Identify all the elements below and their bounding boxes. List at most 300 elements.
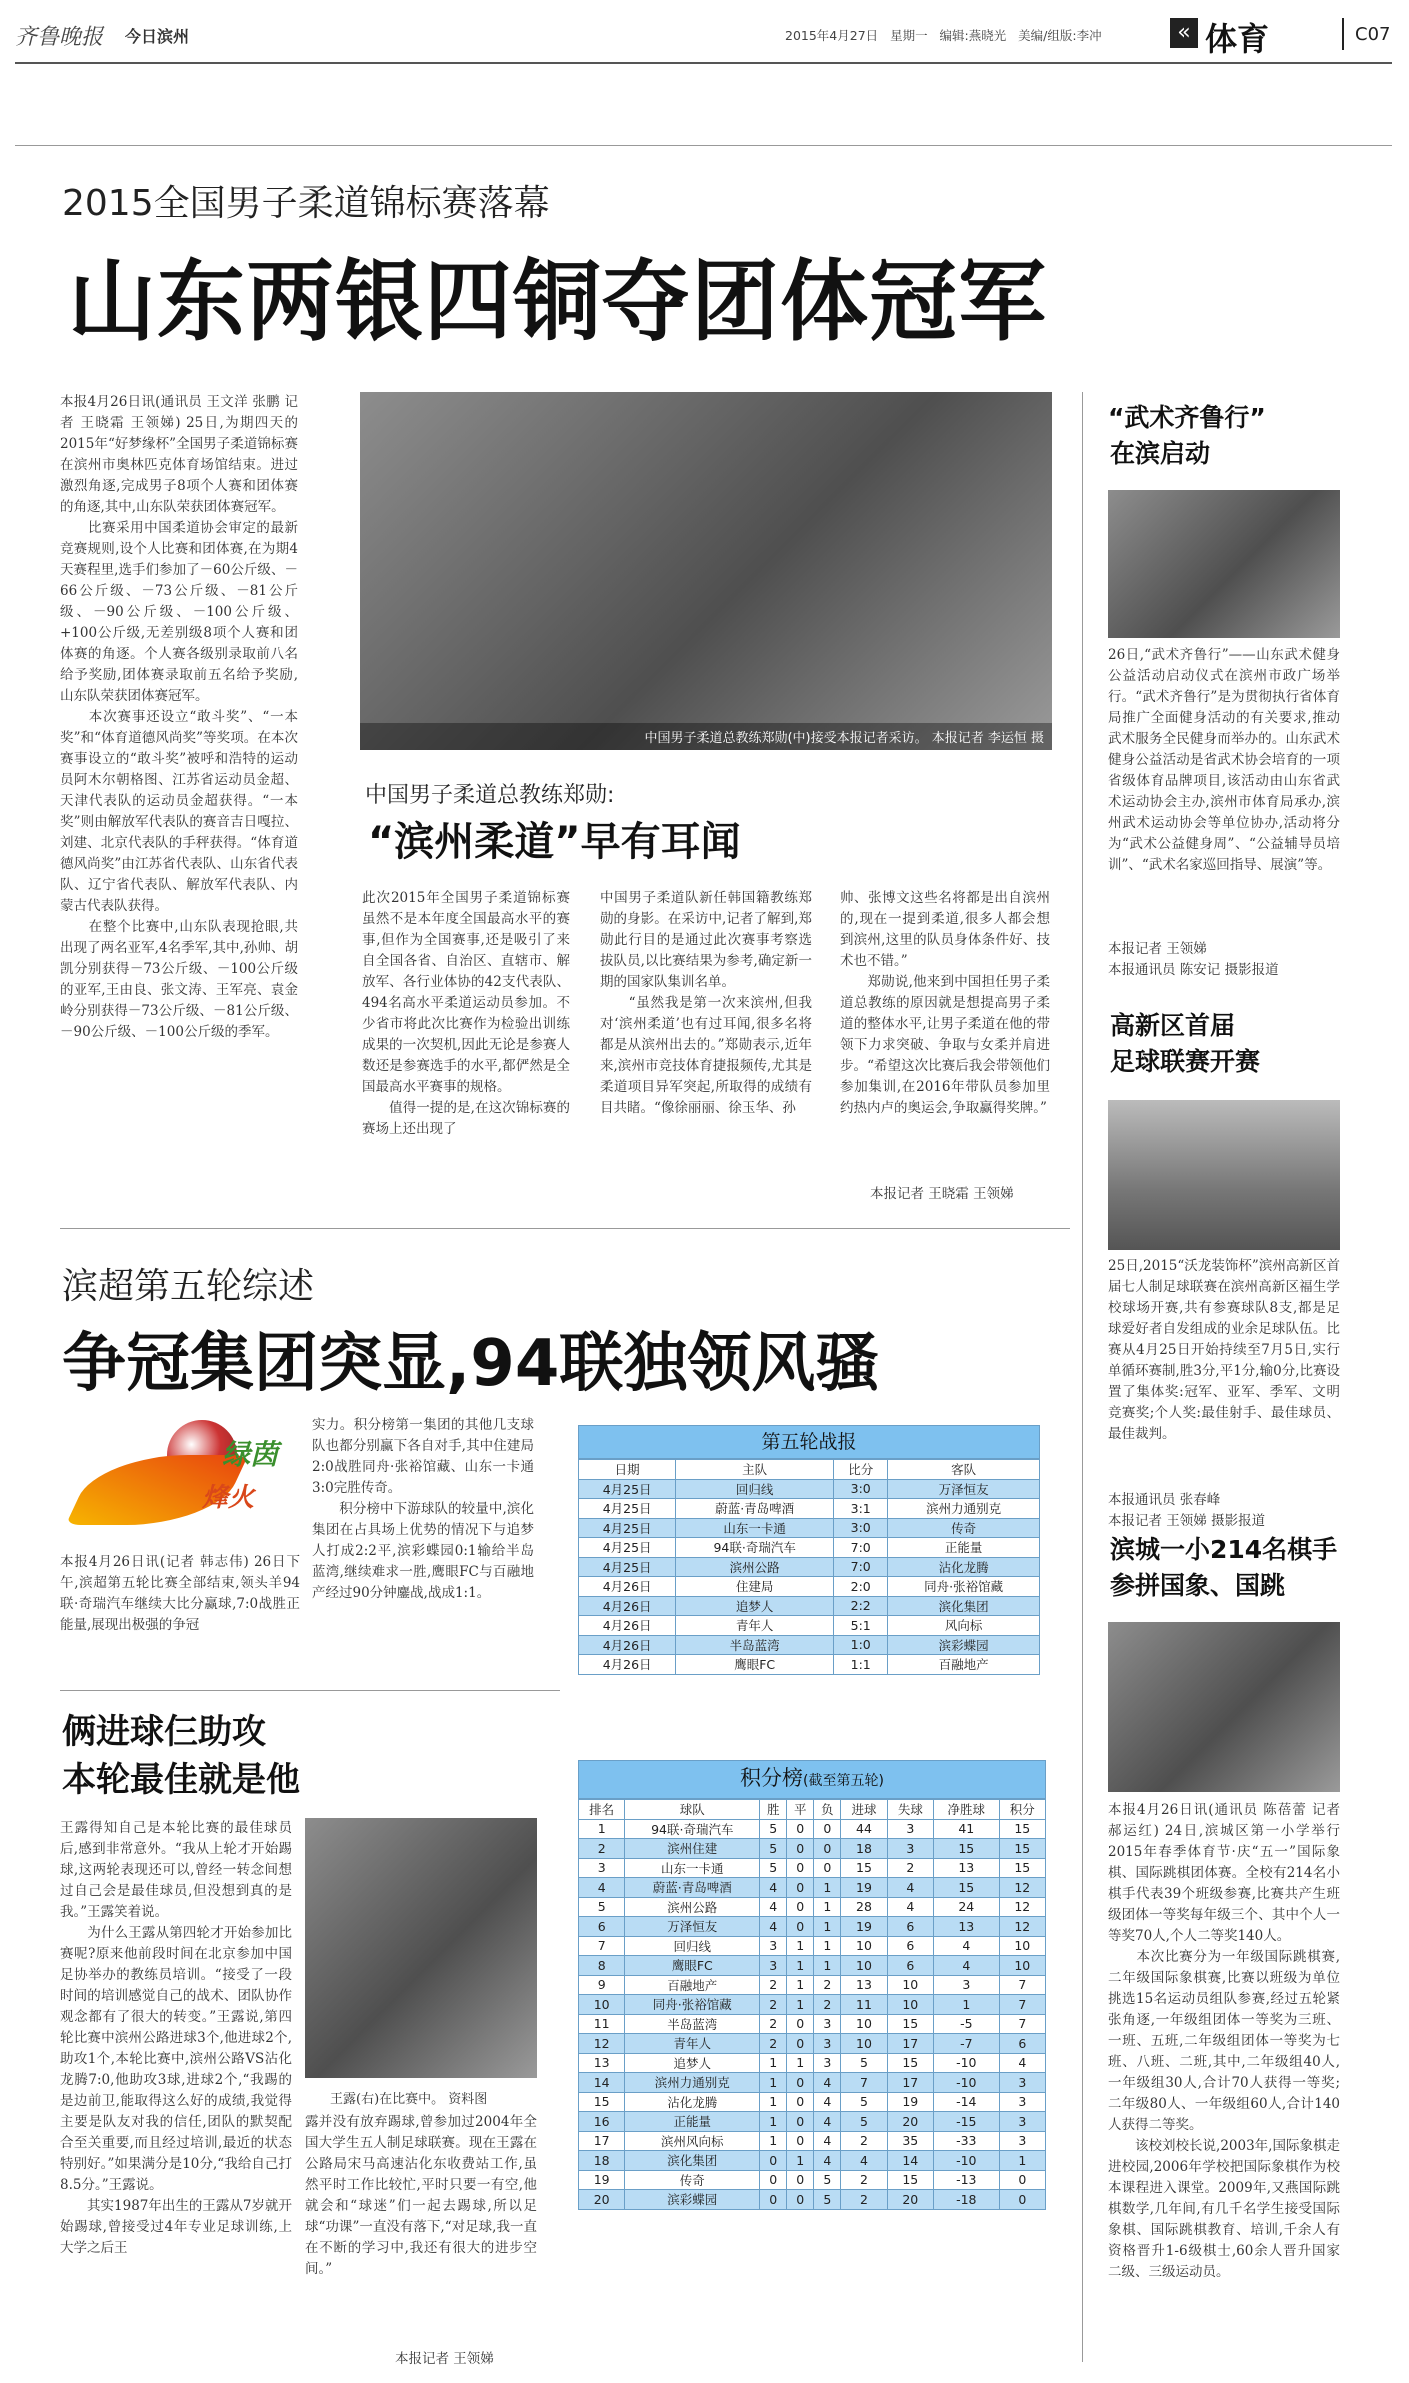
results-cell: 蔚蓝·青岛啤酒 (676, 1499, 834, 1519)
standings-row (579, 1956, 1046, 1976)
standings-cell: 13 (579, 2053, 625, 2073)
results-row (579, 1577, 1040, 1597)
standings-cell: -10 (933, 2053, 999, 2073)
standings-cell: 12 (999, 1897, 1045, 1917)
results-cell: 94联·奇瑞汽车 (676, 1538, 834, 1558)
results-cell: 正能量 (888, 1538, 1040, 1558)
results-cell: 1:0 (834, 1635, 888, 1655)
standings-row (579, 2170, 1046, 2190)
results-row (579, 1499, 1040, 1519)
standings-cell: 2 (841, 2131, 887, 2151)
standings-cell: 18 (841, 1839, 887, 1859)
results-cell: 4月26日 (579, 1616, 676, 1636)
standings-row (579, 1995, 1046, 2015)
interview-col-3: 帅、张博文这些名将都是出自滨州的,现在一提到柔道,很多人都会想到滨州,这里的队员身体条件好、技术也不错。” 郑勋说,他来到中国担任男子柔道总教练的原因就是想提高男子柔道的整体水平,让男子柔道在他的带领下力求突破、争取与女柔并肩进步。“希望这次比赛后我会带领他们参加集训,在2016年带队员参加里约热内卢的奥运会,争取赢得奖牌。” (840, 890, 1050, 1116)
standings-cell: 沾化龙腾 (625, 2092, 760, 2112)
standings-cell: 17 (887, 2034, 933, 2054)
standings-row (579, 2034, 1046, 2054)
standings-row (579, 1839, 1046, 1859)
standings-title-bar (578, 1760, 1046, 1799)
results-cell: 4月25日 (579, 1557, 676, 1577)
standings-cell: 1 (933, 1995, 999, 2015)
standings-cell: 滨州力通别克 (625, 2073, 760, 2093)
results-cell: 4月26日 (579, 1635, 676, 1655)
standings-cell: 28 (841, 1897, 887, 1917)
standings-cell: 7 (999, 1995, 1045, 2015)
standings-cell: 5 (760, 1819, 787, 1839)
standings-cell: 20 (887, 2190, 933, 2210)
standings-cell: 1 (760, 2112, 787, 2132)
standings-cell: 0 (999, 2170, 1045, 2190)
lead-kicker: 2015全国男子柔道锦标赛落幕 (62, 183, 550, 224)
standings-cell: 0 (787, 1897, 814, 1917)
wushu-title-1: “武术齐鲁行” (1108, 403, 1266, 432)
results-cell: 4月25日 (579, 1499, 676, 1519)
results-cell: 青年人 (676, 1616, 834, 1636)
standings-cell: 10 (841, 2034, 887, 2054)
standings-row (579, 1819, 1046, 1839)
standings-cell: 19 (579, 2170, 625, 2190)
results-row (579, 1635, 1040, 1655)
results-row (579, 1479, 1040, 1499)
results-row (579, 1557, 1040, 1577)
standings-cell: 0 (787, 1878, 814, 1898)
standings-cell: 0 (787, 2112, 814, 2132)
standings-cell: 4 (760, 1897, 787, 1917)
results-cell: 1:1 (834, 1655, 888, 1675)
standings-header: 平 (787, 1800, 814, 1820)
standings-row (579, 1858, 1046, 1878)
interview-byline: 本报记者 王晓霜 王领娣 (870, 1186, 1014, 1202)
football-logo (72, 1415, 302, 1535)
standings-cell: 11 (841, 1995, 887, 2015)
standings-cell: 3 (760, 1936, 787, 1956)
player-col-1: 王露得知自己是本轮比赛的最佳球员后,感到非常意外。“我从上轮才开始踢球,这两轮表现还可以,曾经一转念间想过自己会是最佳球员,但没想到真的是我。”王露笑着说。 为什么王露从第四轮才开始参加比赛呢?原来他前段时间在北京参加中国足协举办的教练员培训。“接受了一段时间的培训感觉自己的战术、团队协作观念都有了很大的转变。”王露说,第四轮比赛中滨州公路进球3个,他进球2个,助攻1个,本轮比赛中,滨州公路VS沾化龙腾7:0,他助攻3球,进球2个,“我踢的是边前卫,能取得这么好的成绩,我觉得主要是队友对我的信任,团队的默契配合至关重要,而且经过培训,最近的状态特别好。”如果满分是10分,“我给自己打8.5分。”王露说。 其实1987年出生的王露从7岁就开始踢球,曾接受过4年专业足球训练,上大学之后王 (60, 1820, 292, 2256)
results-cell: 回归线 (676, 1479, 834, 1499)
standings-cell: 滨化集团 (625, 2151, 760, 2171)
standings-cell: 4 (933, 1936, 999, 1956)
standings-cell: 1 (814, 1936, 841, 1956)
standings-cell: 18 (579, 2151, 625, 2171)
chess-body: 本报4月26日讯(通讯员 陈蓓蕾 记者 郝运红) 24日,滨城区第一小学举行2015年春季体育节·庆“五一”国际象棋、国际跳棋团体赛。全校有214名小棋手代表39个班级参赛,比赛共产生班级团体一等奖每年级三个、其中个人一等奖70人,个人二等奖140人。 本次比赛分为一年级国际跳棋赛,二年级国际象棋赛,比赛以班级为单位挑选15名运动员组队参赛,经过五轮紧张角逐,一年级组团体一等奖为三班、一班、五班,二年级组团体一等奖为七班、八班、二班,其中,二年级组40人,一年级组30人,合计70人获得一等奖;二年级80人、一年级组60人,合计140人获得二等奖。 该校刘校长说,2003年,国际象棋走进校园,2006年学校把国际象棋作为校本课程进入课堂。2009年,又燕国际跳棋数学,几年间,有几千名学生接受国际象棋、国际跳棋教育、培训,千余人有资格晋升1-6级棋士,60余人晋升国家二级、三级运动员。 (1108, 1802, 1340, 2280)
standings-cell: 4 (999, 2053, 1045, 2073)
football-body-2: 实力。积分榜第一集团的其他几支球队也都分别赢下各自对手,其中住建局2:0战胜同舟·张裕馆藏、山东一卡通3:0完胜传奇。 积分榜中下游球队的较量中,滨化集团在占具场上优势的情况下与追梦人打成2:2平,滨彩蝶园0:1输给半岛蓝湾,继续难求一胜,鹰眼FC与百融地产经过90分钟鏖战,战成1:1。 (312, 1417, 534, 1601)
standings-row (579, 2190, 1046, 2210)
chess-title-1: 滨城一小214名棋手 (1110, 1535, 1338, 1564)
chess-title-2: 参拼国象、国跳 (1110, 1571, 1286, 1600)
standings-cell: 15 (887, 2170, 933, 2190)
standings-cell: 15 (999, 1839, 1045, 1859)
standings-cell: 15 (999, 1858, 1045, 1878)
standings-header: 净胜球 (933, 1800, 999, 1820)
standings-cell: 4 (814, 2073, 841, 2093)
standings-cell: 4 (814, 2151, 841, 2171)
results-cell: 风向标 (888, 1616, 1040, 1636)
results-cell: 4月25日 (579, 1518, 676, 1538)
standings-cell: 5 (841, 2092, 887, 2112)
standings-cell: 24 (933, 1897, 999, 1917)
standings-cell: 1 (760, 2092, 787, 2112)
standings-cell: 滨州公路 (625, 1897, 760, 1917)
standings-cell: 百融地产 (625, 1975, 760, 1995)
standings-cell: 4 (814, 2092, 841, 2112)
standings-cell: 4 (760, 1917, 787, 1937)
standings-cell: -15 (933, 2112, 999, 2132)
standings-cell: 10 (999, 1936, 1045, 1956)
standings-cell: 94联·奇瑞汽车 (625, 1819, 760, 1839)
standings-row (579, 2151, 1046, 2171)
results-cell: 传奇 (888, 1518, 1040, 1538)
results-cell: 鹰眼FC (676, 1655, 834, 1675)
standings-cell: 2 (760, 1995, 787, 2015)
standings-cell: 5 (760, 1858, 787, 1878)
results-cell: 万泽恒友 (888, 1479, 1040, 1499)
masthead (15, 14, 1409, 58)
standings-cell: 3 (579, 1858, 625, 1878)
standings-panel (578, 1760, 1046, 2210)
lead-photo (360, 392, 1052, 750)
interview-headline: “滨州柔道”早有耳闻 (368, 819, 741, 865)
standings-cell: -10 (933, 2151, 999, 2171)
wushu-byline-2: 本报通讯员 陈安记 摄影报道 (1108, 962, 1279, 978)
logo-top-text: 绿茵 (222, 1438, 279, 1471)
standings-cell: 0 (787, 2034, 814, 2054)
results-cell: 百融地产 (888, 1655, 1040, 1675)
results-row (579, 1596, 1040, 1616)
soccer-title-2: 足球联赛开赛 (1110, 1047, 1261, 1076)
wushu-photo (1108, 490, 1340, 638)
standings-cell: 1 (760, 2053, 787, 2073)
football-body: 本报4月26日讯(记者 韩志伟) 26日下午,滨超第五轮比赛全部结束,领头羊94联·奇瑞汽车继续大比分赢球,7:0战胜正能量,展现出极强的争冠 (60, 1554, 300, 1633)
standings-cell: 16 (579, 2112, 625, 2132)
standings-cell: 0 (814, 1819, 841, 1839)
standings-cell: 3 (814, 2034, 841, 2054)
standings-cell: 20 (579, 2190, 625, 2210)
standings-cell: 5 (814, 2170, 841, 2190)
standings-cell: 7 (579, 1936, 625, 1956)
standings-cell: 10 (841, 1936, 887, 1956)
standings-row (579, 2014, 1046, 2034)
standings-cell: 13 (933, 1858, 999, 1878)
standings-cell: 4 (933, 1956, 999, 1976)
results-cell: 住建局 (676, 1577, 834, 1597)
standings-cell: 1 (787, 1975, 814, 1995)
results-cell: 4月25日 (579, 1538, 676, 1558)
standings-cell: 10 (841, 2014, 887, 2034)
standings-header: 进球 (841, 1800, 887, 1820)
standings-cell: 0 (760, 2190, 787, 2210)
standings-cell: 15 (933, 1878, 999, 1898)
standings-cell: 0 (814, 1839, 841, 1859)
standings-cell: 3 (999, 2131, 1045, 2151)
standings-cell: -33 (933, 2131, 999, 2151)
standings-cell: 2 (760, 2014, 787, 2034)
standings-cell: 5 (814, 2190, 841, 2210)
interview-col-1: 此次2015年全国男子柔道锦标赛虽然不是本年度全国最高水平的赛事,但作为全国赛事,还是吸引了来自全国各省、自治区、直辖市、解放军、各行业体协的42支代表队、494名高水平柔道运动员参加。不少省市将此次比赛作为检验出训练成果的一次契机,因此无论是参赛人数还是参赛选手的水平,都俨然是全国最高水平赛事的规格。 值得一提的是,在这次锦标赛的赛场上还出现了 (362, 890, 570, 1137)
standings-cell: 0 (787, 2014, 814, 2034)
football-kicker: 滨超第五轮综述 (62, 1266, 315, 1307)
results-row (579, 1518, 1040, 1538)
results-cell: 滨州力通别克 (888, 1499, 1040, 1519)
standings-cell: 2 (760, 1975, 787, 1995)
standings-cell: 回归线 (625, 1936, 760, 1956)
standings-cell: 1 (999, 2151, 1045, 2171)
standings-row (579, 2092, 1046, 2112)
standings-cell: 4 (814, 2112, 841, 2132)
standings-cell: 0 (787, 2073, 814, 2093)
standings-cell: 5 (841, 2112, 887, 2132)
results-title: 第五轮战报 (578, 1425, 1040, 1459)
results-cell: 山东一卡通 (676, 1518, 834, 1538)
standings-cell: 44 (841, 1819, 887, 1839)
standings-cell: 同舟·张裕馆藏 (625, 1995, 760, 2015)
results-cell: 半岛蓝湾 (676, 1635, 834, 1655)
standings-cell: 0 (814, 1858, 841, 1878)
standings-header: 排名 (579, 1800, 625, 1820)
standings-row (579, 1897, 1046, 1917)
standings-cell: 0 (787, 2190, 814, 2210)
standings-cell: 12 (999, 1917, 1045, 1937)
standings-cell: 正能量 (625, 2112, 760, 2132)
standings-cell: 10 (887, 1975, 933, 1995)
standings-header: 球队 (625, 1800, 760, 1820)
standings-header: 负 (814, 1800, 841, 1820)
standings-cell: 5 (579, 1897, 625, 1917)
standings-cell: 1 (579, 1819, 625, 1839)
standings-cell: -13 (933, 2170, 999, 2190)
standings-cell: 万泽恒友 (625, 1917, 760, 1937)
standings-cell: 4 (841, 2151, 887, 2171)
standings-cell: 12 (999, 1878, 1045, 1898)
standings-cell: -7 (933, 2034, 999, 2054)
standings-cell: 13 (933, 1917, 999, 1937)
standings-cell: 19 (841, 1917, 887, 1937)
wushu-body: 26日,“武术齐鲁行”——山东武术健身公益活动启动仪式在滨州市政广场举行。“武术齐鲁行”是为贯彻执行省体育局推广全面健身活动的有关要求,推动武术服务全民健身而举办的。山东武术健身公益活动是省武术协会培育的一项省级体育品牌项目,该活动由山东省武术运动协会主办,滨州市体育局承办,滨州武术运动协会等单位协办,活动将分为“武术公益健身周”、“公益辅导员培训”、“武术名家巡回指导、展演”等。 (1108, 647, 1340, 873)
results-cell: 3:0 (834, 1518, 888, 1538)
standings-cell: 滨州住建 (625, 1839, 760, 1859)
standings-cell: 1 (787, 1995, 814, 2015)
standings-cell: 2 (814, 1975, 841, 1995)
results-cell: 2:0 (834, 1577, 888, 1597)
standings-row (579, 2131, 1046, 2151)
standings-cell: 4 (760, 1878, 787, 1898)
standings-cell: 2 (841, 2190, 887, 2210)
results-cell: 7:0 (834, 1538, 888, 1558)
results-header: 比分 (834, 1460, 888, 1480)
standings-subtitle: (截至第五轮) (803, 1773, 884, 1789)
standings-cell: 1 (760, 2131, 787, 2151)
soccer-body: 25日,2015“沃龙装饰杯”滨州高新区首届七人制足球联赛在滨州高新区福生学校球场开赛,共有参赛球队8支,都是足球爱好者自发组成的业余足球队伍。比赛从4月25日开始持续至7月5日,实行单循环赛制,胜3分,平1分,输0分,比赛设置了集体奖:冠军、亚军、季军、文明竞赛奖;个人奖:最佳射手、最佳球员、最佳裁判。 (1108, 1258, 1340, 1442)
soccer-title-1: 高新区首届 (1110, 1011, 1236, 1040)
results-row (579, 1538, 1040, 1558)
standings-cell: 5 (841, 2053, 887, 2073)
section-city: 今日滨州 (125, 27, 190, 46)
standings-cell: 11 (579, 2014, 625, 2034)
standings-cell: 17 (887, 2073, 933, 2093)
standings-cell: 3 (814, 2014, 841, 2034)
standings-cell: 4 (814, 2131, 841, 2151)
standings-cell: 山东一卡通 (625, 1858, 760, 1878)
chess-photo (1108, 1622, 1340, 1792)
football-headline: 争冠集团突显,94联独领风骚 (62, 1327, 880, 1401)
standings-cell: 14 (579, 2073, 625, 2093)
standings-cell: 1 (787, 1956, 814, 1976)
standings-cell: 15 (999, 1819, 1045, 1839)
standings-cell: 0 (999, 2190, 1045, 2210)
player-headline-1: 俩进球仨助攻 (62, 1712, 266, 1752)
standings-cell: 3 (760, 1956, 787, 1976)
lead-headline: 山东两银四铜夺团体冠军 (68, 250, 1048, 353)
standings-cell: 6 (579, 1917, 625, 1937)
standings-cell: 19 (887, 2092, 933, 2112)
standings-cell: 滨彩蝶园 (625, 2190, 760, 2210)
standings-title: 积分榜 (740, 1766, 804, 1790)
results-header: 主队 (676, 1460, 834, 1480)
standings-cell: 17 (579, 2131, 625, 2151)
standings-cell: 15 (841, 1858, 887, 1878)
results-header: 日期 (579, 1460, 676, 1480)
standings-cell: 35 (887, 2131, 933, 2151)
results-header: 客队 (888, 1460, 1040, 1480)
standings-cell: 半岛蓝湾 (625, 2014, 760, 2034)
section-rule (60, 1228, 1070, 1229)
standings-cell: -10 (933, 2073, 999, 2093)
results-cell: 4月25日 (579, 1479, 676, 1499)
player-photo (305, 1818, 537, 2078)
wushu-byline-1: 本报记者 王领娣 (1108, 941, 1207, 957)
player-col-2: 露并没有放弃踢球,曾参加过2004年全国大学生五人制足球联赛。现在王露在公路局宋马高速沾化东收费站工作,虽然平时工作比较忙,平时只要一有空,他就会和“球迷”们一起去踢球,所以足球“功课”一直没有落下,“对足球,我一直在不断的学习中,我还有很大的进步空间。” (305, 2114, 537, 2277)
player-byline: 本报记者 王领娣 (395, 2351, 494, 2367)
standings-cell: 1 (814, 1917, 841, 1937)
standings-cell: 10 (579, 1995, 625, 2015)
results-cell: 追梦人 (676, 1596, 834, 1616)
standings-cell: 0 (787, 1819, 814, 1839)
wushu-title-2: 在滨启动 (1110, 439, 1211, 468)
standings-cell: 1 (814, 1878, 841, 1898)
standings-cell: 3 (814, 2053, 841, 2073)
results-panel (578, 1425, 1040, 1675)
column-rule (1082, 392, 1083, 2362)
standings-header: 胜 (760, 1800, 787, 1820)
standings-cell: 12 (579, 2034, 625, 2054)
standings-cell: 19 (841, 1878, 887, 1898)
results-cell: 4月26日 (579, 1596, 676, 1616)
standings-cell: 7 (841, 2073, 887, 2093)
standings-cell: 3 (999, 2112, 1045, 2132)
interview-col-2: 中国男子柔道队新任韩国籍教练郑勋的身影。在采访中,记者了解到,郑勋此行目的是通过此次赛事考察选拔队员,以比赛结果为参考,确定新一期的国家队集训名单。 “虽然我是第一次来滨州,但我对‘滨州柔道’也有过耳闻,很多名将都是从滨州出去的。”郑勋表示,近年来,滨州市竞技体育捷报频传,尤其是柔道项目异军突起,所取得的成绩有目共睹。“像徐丽丽、徐玉华、孙 (600, 890, 812, 1116)
standings-cell: 0 (787, 2170, 814, 2190)
standings-cell: 10 (887, 1995, 933, 2015)
standings-cell: 1 (787, 2151, 814, 2171)
standings-cell: 0 (787, 2131, 814, 2151)
results-cell: 3:0 (834, 1479, 888, 1499)
header-rule (15, 62, 1392, 64)
soccer-byline-2: 本报记者 王领娣 摄影报道 (1108, 1513, 1266, 1529)
standings-cell: 8 (579, 1956, 625, 1976)
standings-cell: 传奇 (625, 2170, 760, 2190)
standings-cell: 6 (887, 1956, 933, 1976)
results-cell: 滨彩蝶园 (888, 1635, 1040, 1655)
results-cell: 4月26日 (579, 1577, 676, 1597)
section-label: 体育 (1205, 20, 1270, 58)
standings-cell: 4 (579, 1878, 625, 1898)
standings-cell: 7 (999, 1975, 1045, 1995)
standings-cell: 青年人 (625, 2034, 760, 2054)
standings-cell: 1 (760, 2073, 787, 2093)
lead-body: 本报4月26日讯(通讯员 王文洋 张鹏 记者 王晓霜 王领娣) 25日,为期四天的2015年“好梦缘杯”全国男子柔道锦标赛在滨州市奥林匹克体育场馆结束。进过激烈角逐,完成男子8项个人赛和团体赛的角逐,其中,山东队荣获团体赛冠军。 比赛采用中国柔道协会审定的最新竞赛规则,设个人比赛和团体赛,在为期4天赛程里,选手们参加了－60公斤级、－66公斤级、－73公斤级、－81公斤级、－90公斤级、－100公斤级、+100公斤级,无差别级8项个人赛和团体赛的角逐。个人赛各级别录取前八名给予奖励,团体赛录取前五名给予奖励,山东队荣获团体赛冠军。 本次赛事还设立“敢斗奖”、“一本奖”和“体育道德风尚奖”等奖项。在本次赛事设立的“敢斗奖”被呼和浩特的运动员阿木尔朝格图、江苏省运动员金超、天津代表队的运动员金超获得。“一本奖”则由解放军代表队的赛音吉日嘎拉、刘建、北京代表队的手秤获得。“体育道德风尚奖”由江苏省代表队、山东省代表队、辽宁省代表队、解放军代表队、内蒙古代表队获得。 在整个比赛中,山东队表现抢眼,共出现了两名亚军,4名季军,其中,孙帅、胡凯分别获得－73公斤级、－100公斤级的亚军,王由良、张文涛、王军亮、袁金岭分别获得－73公斤级、－81公斤级、－90公斤级、－100公斤级的季军。 (60, 394, 298, 1040)
standings-cell: 15 (887, 2014, 933, 2034)
standings-cell: 3 (887, 1839, 933, 1859)
standings-cell: 15 (579, 2092, 625, 2112)
standings-row (579, 2112, 1046, 2132)
results-row (579, 1655, 1040, 1675)
standings-row (579, 1975, 1046, 1995)
interview-kicker: 中国男子柔道总教练郑勋: (365, 783, 615, 808)
standings-cell: 0 (787, 1917, 814, 1937)
standings-cell: 1 (814, 1897, 841, 1917)
standings-table (578, 1799, 1046, 2210)
standings-cell: 2 (814, 1995, 841, 2015)
logo-bottom-text: 烽火 (202, 1483, 255, 1513)
results-table (578, 1459, 1040, 1675)
standings-cell: -14 (933, 2092, 999, 2112)
standings-cell: 0 (787, 1858, 814, 1878)
standings-cell: 2 (887, 1858, 933, 1878)
results-cell: 滨化集团 (888, 1596, 1040, 1616)
standings-cell: 15 (887, 2053, 933, 2073)
results-cell: 3:1 (834, 1499, 888, 1519)
standings-cell: 1 (787, 1936, 814, 1956)
standings-cell: 13 (841, 1975, 887, 1995)
standings-row (579, 1917, 1046, 1937)
standings-cell: 0 (787, 1839, 814, 1859)
player-rule (60, 1690, 560, 1691)
results-cell: 沾化龙腾 (888, 1557, 1040, 1577)
standings-cell: 4 (887, 1878, 933, 1898)
standings-cell: 0 (787, 2092, 814, 2112)
standings-cell: 5 (760, 1839, 787, 1859)
standings-cell: 3 (999, 2092, 1045, 2112)
standings-cell: 14 (887, 2151, 933, 2171)
section-chevron-icon: « (1170, 18, 1198, 48)
standings-cell: 3 (999, 2073, 1045, 2093)
issue-meta: 2015年4月27日 星期一 编辑:燕晓光 美编/组版:李冲 (785, 28, 1102, 43)
results-row (579, 1616, 1040, 1636)
standings-row (579, 2053, 1046, 2073)
standings-cell: 追梦人 (625, 2053, 760, 2073)
standings-row (579, 1936, 1046, 1956)
standings-cell: 0 (760, 2151, 787, 2171)
standings-row (579, 1878, 1046, 1898)
standings-cell: 滨州风向标 (625, 2131, 760, 2151)
standings-cell: 20 (887, 2112, 933, 2132)
soccer-byline-1: 本报通讯员 张春峰 (1108, 1492, 1221, 1508)
standings-cell: 3 (887, 1819, 933, 1839)
standings-row (579, 2073, 1046, 2093)
standings-cell: 6 (887, 1936, 933, 1956)
standings-cell: 1 (814, 1956, 841, 1976)
standings-cell: 2 (760, 2034, 787, 2054)
standings-cell: 7 (999, 2014, 1045, 2034)
results-cell: 滨州公路 (676, 1557, 834, 1577)
standings-cell: 蔚蓝·青岛啤酒 (625, 1878, 760, 1898)
standings-cell: 10 (999, 1956, 1045, 1976)
standings-cell: 2 (579, 1839, 625, 1859)
standings-cell: 6 (999, 2034, 1045, 2054)
soccer-photo (1108, 1100, 1340, 1250)
standings-cell: 2 (841, 2170, 887, 2190)
paper-name: 齐鲁晚报 (15, 25, 104, 50)
